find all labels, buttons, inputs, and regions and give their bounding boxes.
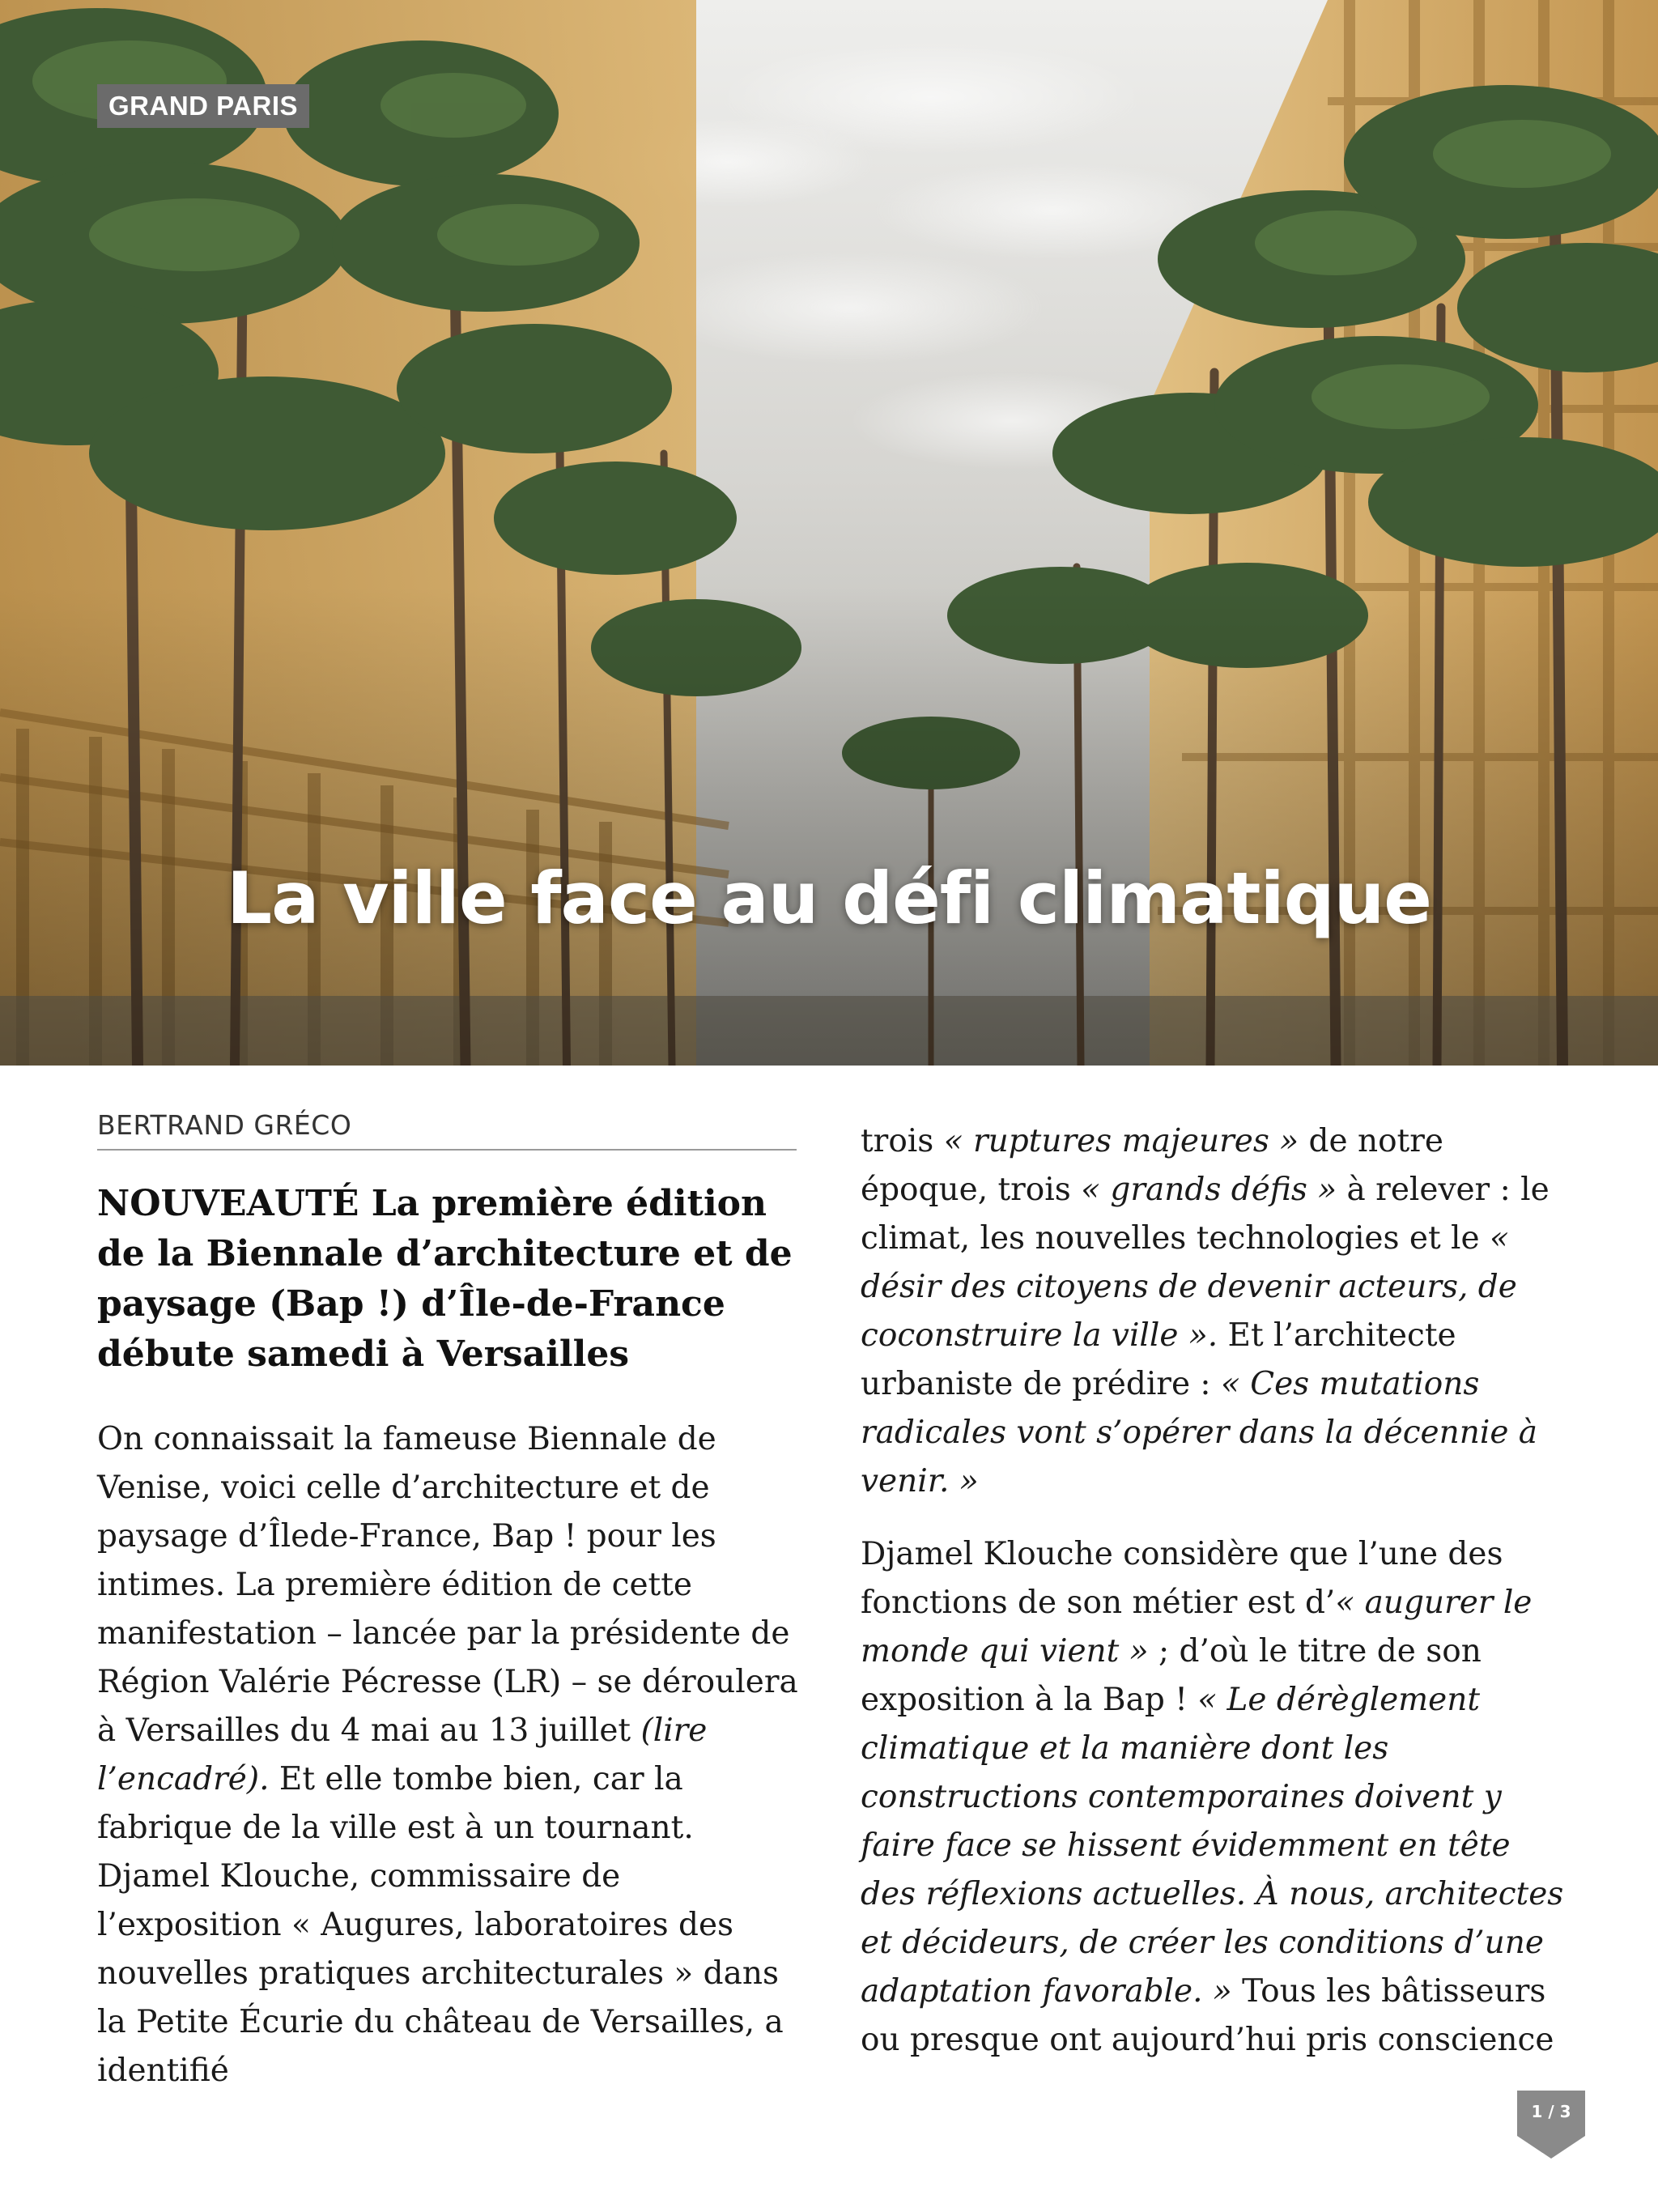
paragraph-1: [97, 1415, 810, 2095]
paragraph-text: trois: [861, 1123, 944, 1159]
page-indicator-button[interactable]: [1517, 2091, 1585, 2159]
quote: « désir des citoyens de devenir acteurs, de coconstruire la ville ».: [861, 1220, 1517, 1354]
quote: « augurer le monde qui vient »: [861, 1585, 1533, 1670]
quote: « ruptures majeures »: [943, 1123, 1299, 1159]
paragraph-3: [861, 1530, 1573, 2065]
paragraph-text: Djamel Klouche considère que l’une des fonctions de son métier est d’: [861, 1536, 1503, 1621]
page-indicator-shape: [1517, 2091, 1585, 2159]
article-title: La ville face au défi climatique: [227, 857, 1431, 940]
author-byline: BERTRAND GRÉCO: [97, 1109, 797, 1151]
section-tag[interactable]: GRAND PARIS: [97, 84, 309, 128]
quote: « Ces mutations radicales vont s’opérer dans la décennie à venir. »: [861, 1366, 1538, 1499]
quote: « Le dérèglement climatique et la manière dont les constructions contemporaines doivent y faire face se hissent évidemment en tête des réflexions actuelles. À nous, architectes et décideurs, de créer les conditions d’une adaptation favorable. »: [861, 1682, 1564, 2010]
quote: « grands défis »: [1081, 1172, 1337, 1208]
paragraph-text: Tous les bâtisseurs ou presque ont aujourd’hui pris conscience: [861, 1973, 1554, 2058]
page-indicator-label: 1 / 3: [1531, 2102, 1571, 2121]
paragraph-italic: (lire l’encadré).: [97, 1712, 708, 1797]
hero-image: [0, 0, 1658, 1066]
body-column-left: [97, 1415, 810, 2095]
paragraph-text: On connaissait la fameuse Biennale de Venise, voici celle d’architecture et de paysage d’Îlede-France, Bap ! pour les intimes. La première édition de cette manifestation – lancée par la présidente de Région Valérie Pécresse (LR) – se déroulera à Versailles du 4 mai au 13 juillet: [97, 1421, 798, 1749]
paragraph-2: [861, 1117, 1573, 1506]
paragraph-text: à relever : le climat, les nouvelles technologies et le: [861, 1172, 1550, 1257]
body-column-right: [861, 1117, 1573, 2065]
paragraph-text: de notre époque, trois: [861, 1123, 1443, 1208]
article-lead: NOUVEAUTÉ La première édition de la Biennale d’architecture et de paysage (Bap !) d’Île-de-France débute samedi à Versailles: [97, 1183, 793, 1375]
paragraph-text: Et elle tombe bien, car la fabrique de la ville est à un tournant. Djamel Klouche, commissaire de l’exposition « Augures, laboratoires des nouvelles pratiques architecturales » dans la Petite Écurie du château de Versailles, a identifié: [97, 1761, 784, 2089]
paragraph-text: ; d’où le titre de son exposition à la Bap !: [861, 1633, 1482, 1718]
paragraph-text: Et l’architecte urbaniste de prédire :: [861, 1317, 1456, 1402]
